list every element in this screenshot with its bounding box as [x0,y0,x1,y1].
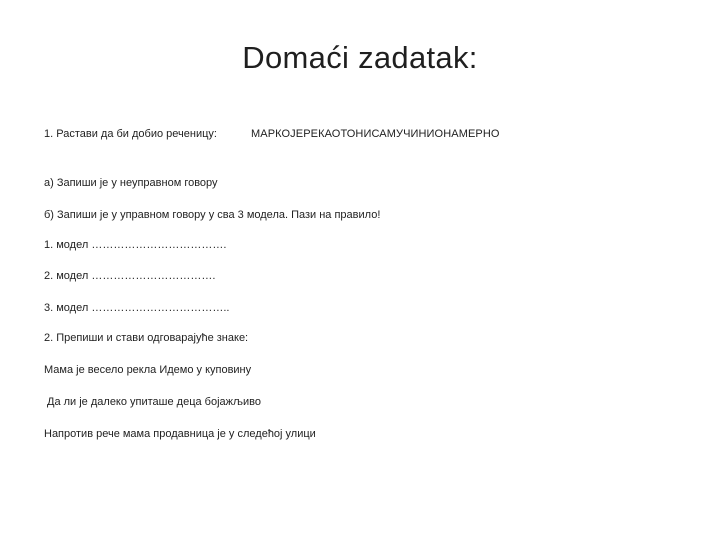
model-label: 3. модел [44,302,89,314]
sentence-2: Да ли је далеко упиташе деца бојажљиво [47,396,261,408]
model-dots: ……………………………….. [91,302,230,314]
model-1-line [44,239,226,251]
task-a-label: а) Запиши је у неуправном говору [44,177,218,189]
sentence-1: Мама је весело рекла Идемо у куповину [44,364,252,376]
model-label: 2. модел [44,270,89,282]
model-2-line [44,270,215,282]
page-title: Domaći zadatak: [242,40,478,75]
task-2-label: 2. Препиши и стави одговарајуће знаке: [44,332,249,344]
task-1-label: 1. Растави да би добио реченицу: [44,128,217,140]
task-2 [44,332,248,344]
model-label: 1. модел [44,239,89,251]
model-dots: ……………………………. [91,270,216,282]
jumbled-sentence: МАРКОЈЕРЕКАОТОНИСАМУЧИНИОНАМЕРНО [251,128,500,140]
task-b [44,209,380,221]
task-b-label: б) Запиши је у управном говору у сва 3 модела. Пази на правило! [44,209,381,221]
task-a [44,177,220,189]
model-3-line [44,302,229,314]
task-1 [44,128,500,140]
sentence-3: Напротив рече мама продавница је у следећој улици [44,428,316,440]
model-dots: ………………………………. [91,239,227,251]
